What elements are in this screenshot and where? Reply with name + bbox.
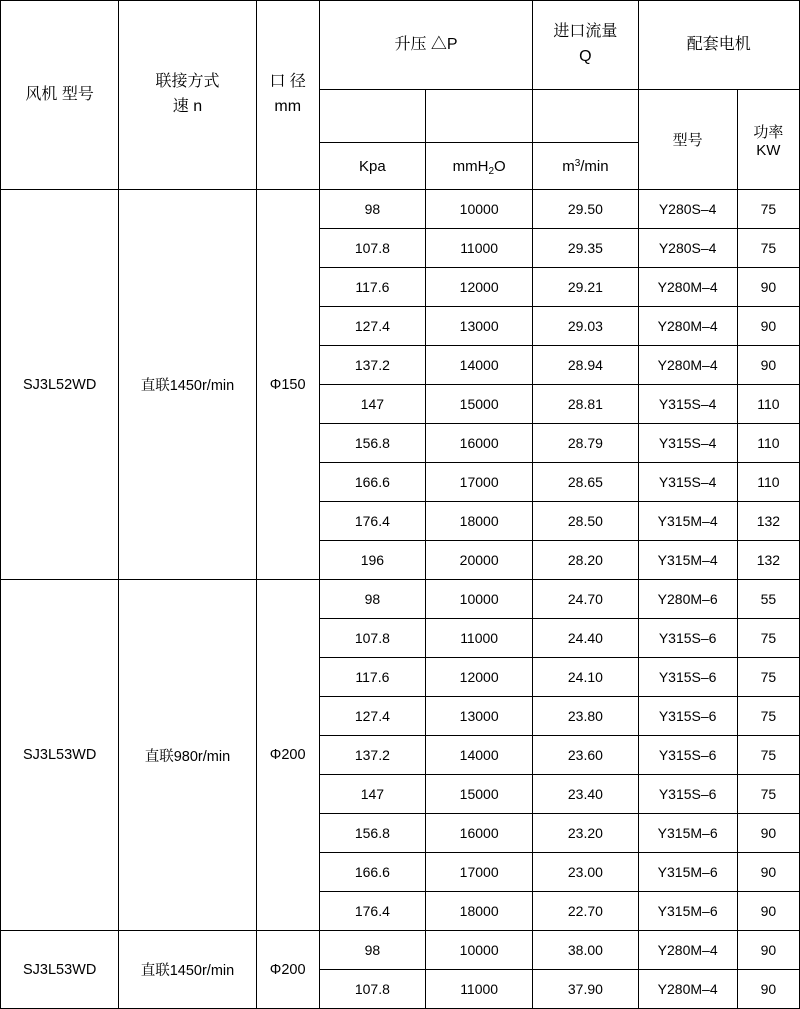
cell-flow: 24.10	[533, 658, 638, 697]
cell-motor-power: 110	[737, 424, 799, 463]
cell-pressure-mmh2o: 14000	[426, 346, 533, 385]
cell-motor-model: Y280S–4	[638, 229, 737, 268]
cell-connection-speed: 直联1450r/min	[119, 931, 256, 1009]
header-pressure: 升压 △P	[319, 1, 533, 90]
cell-connection-speed: 直联980r/min	[119, 580, 256, 931]
cell-pressure-kpa: 166.6	[319, 853, 425, 892]
header-unit-flow	[533, 143, 638, 190]
cell-motor-power: 75	[737, 619, 799, 658]
cell-motor-model: Y315M–4	[638, 541, 737, 580]
header-connection-line2: 速 n	[172, 98, 203, 115]
cell-motor-power: 75	[737, 658, 799, 697]
cell-flow: 37.90	[533, 970, 638, 1009]
header-row-main	[1, 1, 800, 90]
cell-motor-power: 75	[737, 697, 799, 736]
unit-mmh2o-prefix: mmH	[452, 157, 489, 175]
unit-mmh2o-suffix: O	[494, 157, 506, 175]
cell-motor-power: 90	[737, 853, 799, 892]
cell-motor-model: Y280M–4	[638, 307, 737, 346]
cell-flow: 28.50	[533, 502, 638, 541]
unit-flow-suffix: /min	[580, 157, 609, 175]
cell-pressure-kpa: 137.2	[319, 346, 425, 385]
cell-motor-model: Y315S–6	[638, 619, 737, 658]
cell-motor-model: Y315S–6	[638, 775, 737, 814]
cell-flow: 28.65	[533, 463, 638, 502]
cell-motor-model: Y315S–6	[638, 697, 737, 736]
cell-flow: 23.40	[533, 775, 638, 814]
cell-motor-power: 110	[737, 385, 799, 424]
cell-motor-model: Y315M–4	[638, 502, 737, 541]
header-flow-line2: Q	[579, 48, 592, 65]
cell-pressure-kpa: 107.8	[319, 970, 425, 1009]
cell-pressure-mmh2o: 10000	[426, 931, 533, 970]
table-row	[1, 931, 800, 970]
cell-pressure-kpa: 117.6	[319, 658, 425, 697]
header-spacer-flow	[533, 90, 638, 143]
cell-motor-power: 55	[737, 580, 799, 619]
cell-pressure-mmh2o: 17000	[426, 463, 533, 502]
cell-connection-speed: 直联1450r/min	[119, 190, 256, 580]
header-motor-power-line1: 功率	[753, 123, 784, 141]
cell-pressure-kpa: 98	[319, 580, 425, 619]
cell-pressure-mmh2o: 16000	[426, 814, 533, 853]
table-row	[1, 580, 800, 619]
cell-pressure-kpa: 176.4	[319, 892, 425, 931]
cell-motor-model: Y280M–6	[638, 580, 737, 619]
cell-motor-power: 90	[737, 307, 799, 346]
cell-motor-power: 110	[737, 463, 799, 502]
cell-motor-model: Y280S–4	[638, 190, 737, 229]
cell-fan-model: SJ3L53WD	[1, 580, 119, 931]
cell-motor-power: 132	[737, 502, 799, 541]
cell-flow: 23.00	[533, 853, 638, 892]
header-spacer-mmh2o	[426, 90, 533, 143]
cell-motor-model: Y315S–6	[638, 658, 737, 697]
cell-motor-power: 75	[737, 190, 799, 229]
header-motor: 配套电机	[638, 1, 799, 90]
cell-motor-model: Y315S–4	[638, 385, 737, 424]
cell-pressure-mmh2o: 13000	[426, 307, 533, 346]
cell-flow: 28.20	[533, 541, 638, 580]
cell-motor-model: Y280M–4	[638, 346, 737, 385]
cell-flow: 28.94	[533, 346, 638, 385]
cell-motor-model: Y315M–6	[638, 853, 737, 892]
unit-flow-prefix: m	[562, 157, 575, 175]
cell-motor-power: 90	[737, 346, 799, 385]
cell-flow: 29.35	[533, 229, 638, 268]
cell-motor-power: 90	[737, 970, 799, 1009]
cell-motor-model: Y315S–6	[638, 736, 737, 775]
cell-pressure-kpa: 147	[319, 385, 425, 424]
header-model: 风机 型号	[1, 1, 119, 190]
cell-flow: 23.80	[533, 697, 638, 736]
cell-pressure-kpa: 107.8	[319, 619, 425, 658]
cell-pressure-mmh2o: 11000	[426, 970, 533, 1009]
cell-flow: 23.20	[533, 814, 638, 853]
cell-pressure-kpa: 166.6	[319, 463, 425, 502]
header-motor-power-line2: KW	[756, 141, 781, 159]
cell-pressure-mmh2o: 14000	[426, 736, 533, 775]
cell-pressure-kpa: 98	[319, 931, 425, 970]
cell-motor-model: Y280M–4	[638, 268, 737, 307]
cell-motor-model: Y315S–4	[638, 424, 737, 463]
cell-fan-model: SJ3L52WD	[1, 190, 119, 580]
cell-pressure-kpa: 137.2	[319, 736, 425, 775]
cell-pressure-mmh2o: 18000	[426, 502, 533, 541]
cell-pressure-mmh2o: 18000	[426, 892, 533, 931]
cell-flow: 22.70	[533, 892, 638, 931]
unit-flow-superscript: 3	[574, 157, 581, 169]
cell-pressure-kpa: 176.4	[319, 502, 425, 541]
cell-motor-power: 90	[737, 892, 799, 931]
cell-diameter: Φ150	[256, 190, 319, 580]
cell-flow: 38.00	[533, 931, 638, 970]
cell-pressure-mmh2o: 20000	[426, 541, 533, 580]
header-unit-kpa: Kpa	[319, 143, 425, 190]
header-diameter-line2: mm	[274, 98, 302, 115]
cell-pressure-kpa: 107.8	[319, 229, 425, 268]
cell-flow: 29.03	[533, 307, 638, 346]
cell-pressure-kpa: 117.6	[319, 268, 425, 307]
unit-mmh2o-subscript: 2	[488, 165, 494, 177]
cell-motor-model: Y315S–4	[638, 463, 737, 502]
cell-pressure-mmh2o: 16000	[426, 424, 533, 463]
cell-flow: 24.70	[533, 580, 638, 619]
cell-pressure-mmh2o: 11000	[426, 619, 533, 658]
header-diameter-line1: 口 径	[269, 73, 306, 91]
header-unit-mmh2o	[426, 143, 533, 190]
cell-motor-power: 90	[737, 814, 799, 853]
cell-diameter: Φ200	[256, 580, 319, 931]
cell-pressure-kpa: 127.4	[319, 697, 425, 736]
cell-pressure-mmh2o: 13000	[426, 697, 533, 736]
cell-pressure-kpa: 147	[319, 775, 425, 814]
cell-pressure-mmh2o: 15000	[426, 775, 533, 814]
header-spacer-kpa	[319, 90, 425, 143]
cell-motor-power: 75	[737, 229, 799, 268]
cell-pressure-mmh2o: 12000	[426, 268, 533, 307]
header-motor-model: 型号	[638, 90, 737, 190]
cell-motor-model: Y280M–4	[638, 931, 737, 970]
cell-flow: 29.21	[533, 268, 638, 307]
cell-flow: 23.60	[533, 736, 638, 775]
cell-pressure-kpa: 127.4	[319, 307, 425, 346]
cell-flow: 28.81	[533, 385, 638, 424]
cell-pressure-mmh2o: 17000	[426, 853, 533, 892]
cell-motor-power: 75	[737, 775, 799, 814]
cell-pressure-kpa: 98	[319, 190, 425, 229]
cell-pressure-mmh2o: 12000	[426, 658, 533, 697]
cell-fan-model: SJ3L53WD	[1, 931, 119, 1009]
cell-motor-power: 132	[737, 541, 799, 580]
cell-pressure-kpa: 156.8	[319, 814, 425, 853]
header-flow-line1: 进口流量	[553, 23, 618, 41]
cell-pressure-mmh2o: 10000	[426, 580, 533, 619]
cell-flow: 28.79	[533, 424, 638, 463]
cell-motor-model: Y280M–4	[638, 970, 737, 1009]
cell-pressure-mmh2o: 11000	[426, 229, 533, 268]
cell-diameter: Φ200	[256, 931, 319, 1009]
cell-motor-power: 90	[737, 268, 799, 307]
cell-pressure-kpa: 156.8	[319, 424, 425, 463]
header-connection	[119, 1, 256, 190]
header-diameter	[256, 1, 319, 190]
table-row	[1, 190, 800, 229]
cell-motor-model: Y315M–6	[638, 892, 737, 931]
cell-motor-model: Y315M–6	[638, 814, 737, 853]
cell-pressure-kpa: 196	[319, 541, 425, 580]
header-connection-line1: 联接方式	[155, 73, 220, 91]
header-motor-power	[737, 90, 799, 190]
cell-pressure-mmh2o: 15000	[426, 385, 533, 424]
cell-flow: 29.50	[533, 190, 638, 229]
cell-pressure-mmh2o: 10000	[426, 190, 533, 229]
cell-motor-power: 90	[737, 931, 799, 970]
cell-flow: 24.40	[533, 619, 638, 658]
header-flow	[533, 1, 638, 90]
cell-motor-power: 75	[737, 736, 799, 775]
